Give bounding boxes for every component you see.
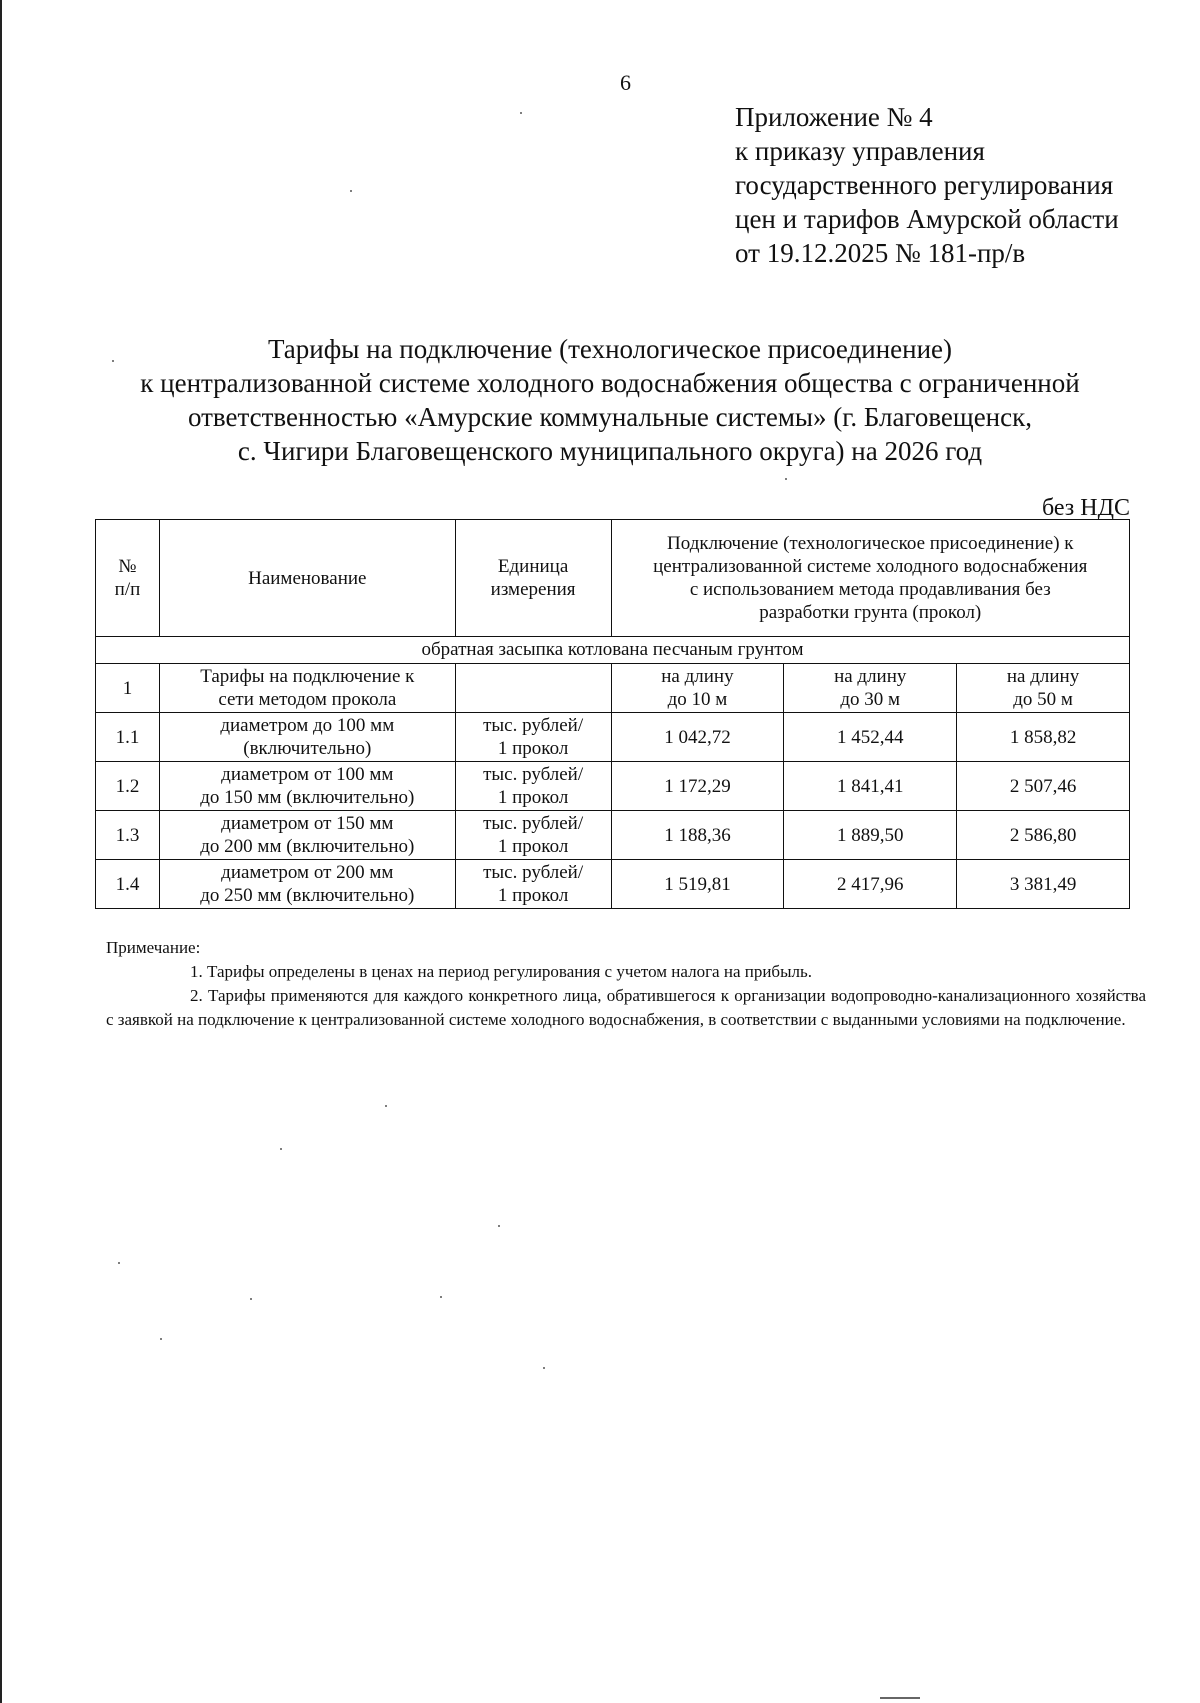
title-line: Тарифы на подключение (технологическое присоединение) <box>267 334 953 364</box>
scan-speck <box>112 360 114 362</box>
table-row <box>96 860 1130 909</box>
cell-value-30: 1 452,44 <box>784 713 957 762</box>
scan-speck <box>118 1262 120 1264</box>
table-header-row <box>96 520 1130 637</box>
cell-value-10: 1 519,81 <box>611 860 784 909</box>
header-num: № п/п <box>96 520 160 637</box>
cell-value-30: 1 889,50 <box>784 811 957 860</box>
cell-num: 1.3 <box>96 811 160 860</box>
appendix-line: Приложение № 4 <box>735 102 933 132</box>
cell-unit: тыс. рублей/ 1 прокол <box>455 811 611 860</box>
scan-speck <box>350 190 352 192</box>
cell-unit: тыс. рублей/ 1 прокол <box>455 762 611 811</box>
cell-value-10: 1 188,36 <box>611 811 784 860</box>
cell-value-10: 1 042,72 <box>611 713 784 762</box>
table-row <box>96 713 1130 762</box>
appendix-line: к приказу управления <box>735 136 985 166</box>
cell-value-50: 1 858,82 <box>957 713 1130 762</box>
cell-unit <box>455 664 611 713</box>
cell-value-10: 1 172,29 <box>611 762 784 811</box>
appendix-line: государственного регулирования <box>735 170 1114 200</box>
table-row <box>96 762 1130 811</box>
cell-name: диаметром от 200 мм до 250 мм (включительно) <box>159 860 455 909</box>
note-item: 1. Тарифы определены в ценах на период регулирования с учетом налога на прибыль. <box>190 962 812 981</box>
vat-note: без НДС <box>1041 495 1130 521</box>
cell-num: 1.1 <box>96 713 160 762</box>
scan-speck <box>520 112 522 114</box>
tariff-table <box>95 519 1130 909</box>
header-connection: Подключение (технологическое присоединение) к централизованной системе холодного водоснабжения с использованием метода продавливания без разработки грунта (прокол) <box>611 520 1129 637</box>
cell-value-50: 2 586,80 <box>957 811 1130 860</box>
appendix-line: цен и тарифов Амурской области <box>735 204 1119 234</box>
cell-value-30: 1 841,41 <box>784 762 957 811</box>
section-label: обратная засыпка котлована песчаным грунтом <box>96 637 1130 664</box>
cell-unit: тыс. рублей/ 1 прокол <box>455 713 611 762</box>
page-number: 6 <box>620 70 631 95</box>
cell-length-10: на длину до 10 м <box>611 664 784 713</box>
scan-speck <box>440 1296 442 1298</box>
cell-value-50: 3 381,49 <box>957 860 1130 909</box>
cell-name: диаметром до 100 мм (включительно) <box>159 713 455 762</box>
table-row <box>96 811 1130 860</box>
cell-unit: тыс. рублей/ 1 прокол <box>455 860 611 909</box>
cell-name: Тарифы на подключение к сети методом прокола <box>159 664 455 713</box>
scan-edge-line <box>0 0 2 1703</box>
scan-edge-mark <box>880 1697 920 1699</box>
cell-length-50: на длину до 50 м <box>957 664 1130 713</box>
cell-length-30: на длину до 30 м <box>784 664 957 713</box>
cell-name: диаметром от 150 мм до 200 мм (включительно) <box>159 811 455 860</box>
cell-num: 1.4 <box>96 860 160 909</box>
scan-speck <box>385 1105 387 1107</box>
appendix-line: от 19.12.2025 № 181-пр/в <box>735 238 1026 268</box>
note-item: 2. Тарифы применяются для каждого конкретного лица, обратившегося к организации водопроводно-канализационного хозяйства с заявкой на подключение к централизованной системе холодного водоснабжения, в соответствии с выданными условиями на подключение. <box>106 986 1146 1029</box>
title-line: ответственностью «Амурские коммунальные системы» (г. Благовещенск, <box>187 402 1032 432</box>
cell-num: 1 <box>96 664 160 713</box>
scan-speck <box>280 1148 282 1150</box>
title-line: к централизованной системе холодного водоснабжения общества с ограниченной <box>140 368 1080 398</box>
cell-num: 1.2 <box>96 762 160 811</box>
group-row <box>96 664 1130 713</box>
title-line: с. Чигири Благовещенского муниципального округа) на 2026 год <box>237 436 983 466</box>
document-title <box>90 332 1130 468</box>
scan-speck <box>250 1298 252 1300</box>
scan-speck <box>160 1338 162 1340</box>
notes-heading: Примечание: <box>106 938 201 957</box>
cell-name: диаметром от 100 мм до 150 мм (включительно) <box>159 762 455 811</box>
section-row <box>96 637 1130 664</box>
header-unit: Единица измерения <box>455 520 611 637</box>
appendix-block <box>735 100 1119 270</box>
notes-block <box>106 936 1146 1032</box>
scan-speck <box>498 1225 500 1227</box>
cell-value-50: 2 507,46 <box>957 762 1130 811</box>
scan-speck <box>785 478 787 480</box>
header-name: Наименование <box>159 520 455 637</box>
cell-value-30: 2 417,96 <box>784 860 957 909</box>
scan-speck <box>543 1367 545 1369</box>
